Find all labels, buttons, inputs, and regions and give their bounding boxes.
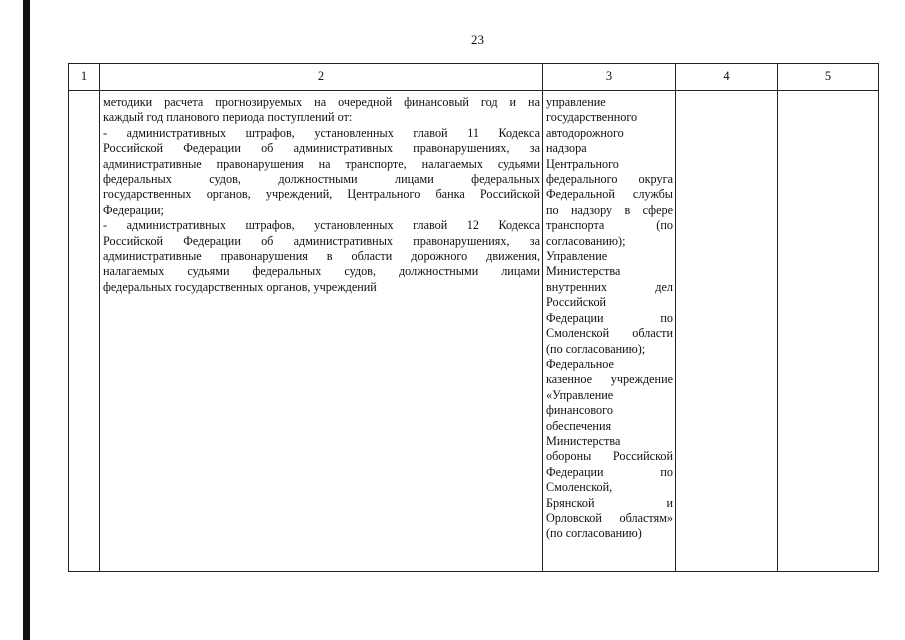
text-line: административные правонарушения на транспорте, налагаемых судьями [103,156,540,171]
header-cell-3: 3 [543,64,676,91]
body-cell-5 [778,91,879,572]
text-line: «Управление [546,387,614,402]
header-cell-2: 2 [100,64,543,91]
document-table [68,63,879,572]
text-line: Российской Федерации об административных правонарушениях, за [103,141,540,156]
text-line: государственных органов, учреждений, Центрального банка Российской [103,187,540,202]
text-line: (по согласованию) [546,526,642,541]
text-line: налагаемых судьями федеральных судов, должностными лицами [103,264,540,279]
body-cell-2-description [100,91,543,572]
text-line: Смоленской области [546,326,673,341]
header-cell-5: 5 [778,64,879,91]
text-line: Федерации по [546,310,673,325]
text-line: транспорта (по [546,218,673,233]
header-cell-4: 4 [676,64,778,91]
body-cell-1 [69,91,100,572]
text-line: - административных штрафов, установленных главой 12 Кодекса [103,218,540,233]
text-line: Федеральное [546,356,614,371]
text-line: Российской Федерации об административных правонарушениях, за [103,233,540,248]
binding-edge-bar [23,0,30,640]
text-line: Брянской и [546,495,673,510]
text-line: автодорожного [546,125,624,140]
text-line: федерального округа [546,172,673,187]
text-line: - административных штрафов, установленных главой 11 Кодекса [103,125,540,140]
text-line: Министерства [546,264,621,279]
header-cell-1: 1 [69,64,100,91]
page-number: 23 [471,32,484,47]
text-line: методики расчета прогнозируемых на очередной финансовый год и на [103,95,540,109]
text-line: Российской [546,295,607,310]
text-line: федеральных судов, должностными лицами федеральных [103,172,540,187]
table-row [69,91,879,572]
body-cell-3-responsible [543,91,676,572]
text-line: каждый год планового периода поступлений от: [103,110,353,125]
text-line: Федерации по [546,464,673,479]
text-line: обеспечения [546,418,612,433]
text-line: Орловской областям» [546,510,673,525]
text-line: по надзору в сфере [546,202,673,217]
text-line: Министерства [546,433,621,448]
text-line: Федеральной службы [546,187,673,202]
text-line: федеральных государственных органов, учреждений [103,279,377,294]
text-line: управление [546,95,606,109]
text-line: Смоленской, [546,480,613,495]
body-cell-4 [676,91,778,572]
text-line: Центрального [546,156,619,171]
text-line: согласованию); [546,233,626,248]
text-line: государственного [546,110,638,125]
text-line: обороны Российской [546,449,673,464]
text-line: внутренних дел [546,279,673,294]
text-line: Федерации; [103,202,164,217]
text-line: (по согласованию); [546,341,646,356]
text-line: казенное учреждение [546,372,673,387]
text-line: финансового [546,403,613,418]
text-line: административные правонарушения в области дорожного движения, [103,249,540,264]
text-line: Управление [546,249,608,264]
text-line: надзора [546,141,587,156]
table-header-row [69,64,879,91]
